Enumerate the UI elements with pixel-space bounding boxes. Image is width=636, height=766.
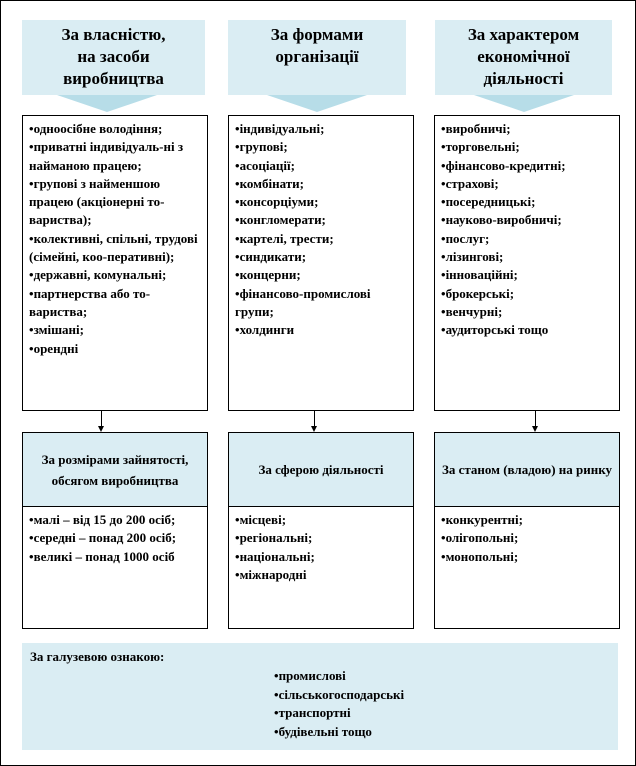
organization-list-box bbox=[228, 115, 414, 411]
market-box-title: За станом (владою) на ринку bbox=[435, 433, 619, 507]
list-item: • синдикати; bbox=[235, 248, 407, 266]
size-box-title: За розмірами зайнятості, обсягом виробництва bbox=[23, 433, 207, 507]
list-item: • колективні, спільні, трудові (сімейні, коо-перативні); bbox=[29, 230, 201, 267]
header-line: організації bbox=[275, 47, 359, 66]
industry-list bbox=[274, 667, 404, 741]
list-item: • посередницькі; bbox=[441, 193, 613, 211]
list-item: • регіональні; bbox=[235, 529, 407, 547]
list-item: • брокерські; bbox=[441, 285, 613, 303]
arrow-down-icon bbox=[314, 410, 315, 427]
list-item: • транспортні bbox=[274, 704, 404, 723]
header-line: За характером bbox=[467, 25, 580, 44]
market-box bbox=[434, 432, 620, 629]
list-item: • торговельні; bbox=[441, 138, 613, 156]
list-item: • промислові bbox=[274, 667, 404, 686]
list-item: • будівельні тощо bbox=[274, 723, 404, 742]
sphere-box bbox=[228, 432, 414, 629]
arrow-down-icon bbox=[101, 410, 102, 427]
ownership-list bbox=[23, 116, 207, 362]
list-item: • сільськогосподарські bbox=[274, 686, 404, 705]
list-item: • комбінати; bbox=[235, 175, 407, 193]
market-list bbox=[435, 507, 619, 570]
down-triangle-icon bbox=[267, 95, 367, 112]
header-line: економічної bbox=[477, 47, 570, 66]
list-item: • змішані; bbox=[29, 321, 201, 339]
list-item: • страхові; bbox=[441, 175, 613, 193]
industry-box bbox=[22, 643, 618, 750]
header-line: За формами bbox=[270, 25, 364, 44]
arrow-down-icon bbox=[535, 410, 536, 427]
down-triangle-icon bbox=[57, 95, 157, 112]
list-item: • концерни; bbox=[235, 266, 407, 284]
sphere-list bbox=[229, 507, 413, 588]
size-list bbox=[23, 507, 207, 570]
down-triangle-icon bbox=[474, 95, 574, 112]
list-item: • партнерства або то-вариства; bbox=[29, 285, 201, 322]
list-item: • орендні bbox=[29, 340, 201, 358]
list-item: • аудиторські тощо bbox=[441, 321, 613, 339]
activity-list bbox=[435, 116, 619, 344]
sphere-box-title: За сферою діяльності bbox=[229, 433, 413, 507]
list-item: • приватні індивідуаль-ні з найманою працею; bbox=[29, 138, 201, 175]
header-organization-forms bbox=[228, 20, 406, 95]
list-item: • великі – понад 1000 осіб bbox=[29, 548, 201, 566]
list-item: • середні – понад 200 осіб; bbox=[29, 529, 201, 547]
list-item: • міжнародні bbox=[235, 566, 407, 584]
list-item: • малі – від 15 до 200 осіб; bbox=[29, 511, 201, 529]
list-item: • групові; bbox=[235, 138, 407, 156]
header-ownership bbox=[22, 20, 205, 95]
list-item: • холдинги bbox=[235, 321, 407, 339]
list-item: • місцеві; bbox=[235, 511, 407, 529]
list-item: • олігопольні; bbox=[441, 529, 613, 547]
list-item: • асоціації; bbox=[235, 157, 407, 175]
list-item: • монопольні; bbox=[441, 548, 613, 566]
list-item: • картелі, трести; bbox=[235, 230, 407, 248]
list-item: • інноваційні; bbox=[441, 266, 613, 284]
header-line: виробництва bbox=[63, 69, 164, 88]
header-economic-activity bbox=[435, 20, 612, 95]
list-item: • фінансово-кредитні; bbox=[441, 157, 613, 175]
list-item: • індивідуальні; bbox=[235, 120, 407, 138]
industry-title: За галузевою ознакою: bbox=[30, 649, 165, 664]
header-line: на засоби bbox=[77, 47, 150, 66]
list-item: • лізингові; bbox=[441, 248, 613, 266]
list-item: • державні, комунальні; bbox=[29, 266, 201, 284]
list-item: • національні; bbox=[235, 548, 407, 566]
list-item: • науково-виробничі; bbox=[441, 211, 613, 229]
list-item: • венчурні; bbox=[441, 303, 613, 321]
list-item: • фінансово-промислові групи; bbox=[235, 285, 407, 322]
list-item: • виробничі; bbox=[441, 120, 613, 138]
organization-list bbox=[229, 116, 413, 344]
ownership-list-box bbox=[22, 115, 208, 411]
header-line: діяльності bbox=[483, 69, 564, 88]
list-item: • групові з найменшою працею (акціонерні то-вариства); bbox=[29, 175, 201, 230]
activity-list-box bbox=[434, 115, 620, 411]
list-item: • конкурентні; bbox=[441, 511, 613, 529]
list-item: • конгломерати; bbox=[235, 211, 407, 229]
list-item: • консорціуми; bbox=[235, 193, 407, 211]
list-item: • одноосібне володіння; bbox=[29, 120, 201, 138]
header-line: За власністю, bbox=[61, 25, 166, 44]
size-box bbox=[22, 432, 208, 629]
list-item: • послуг; bbox=[441, 230, 613, 248]
